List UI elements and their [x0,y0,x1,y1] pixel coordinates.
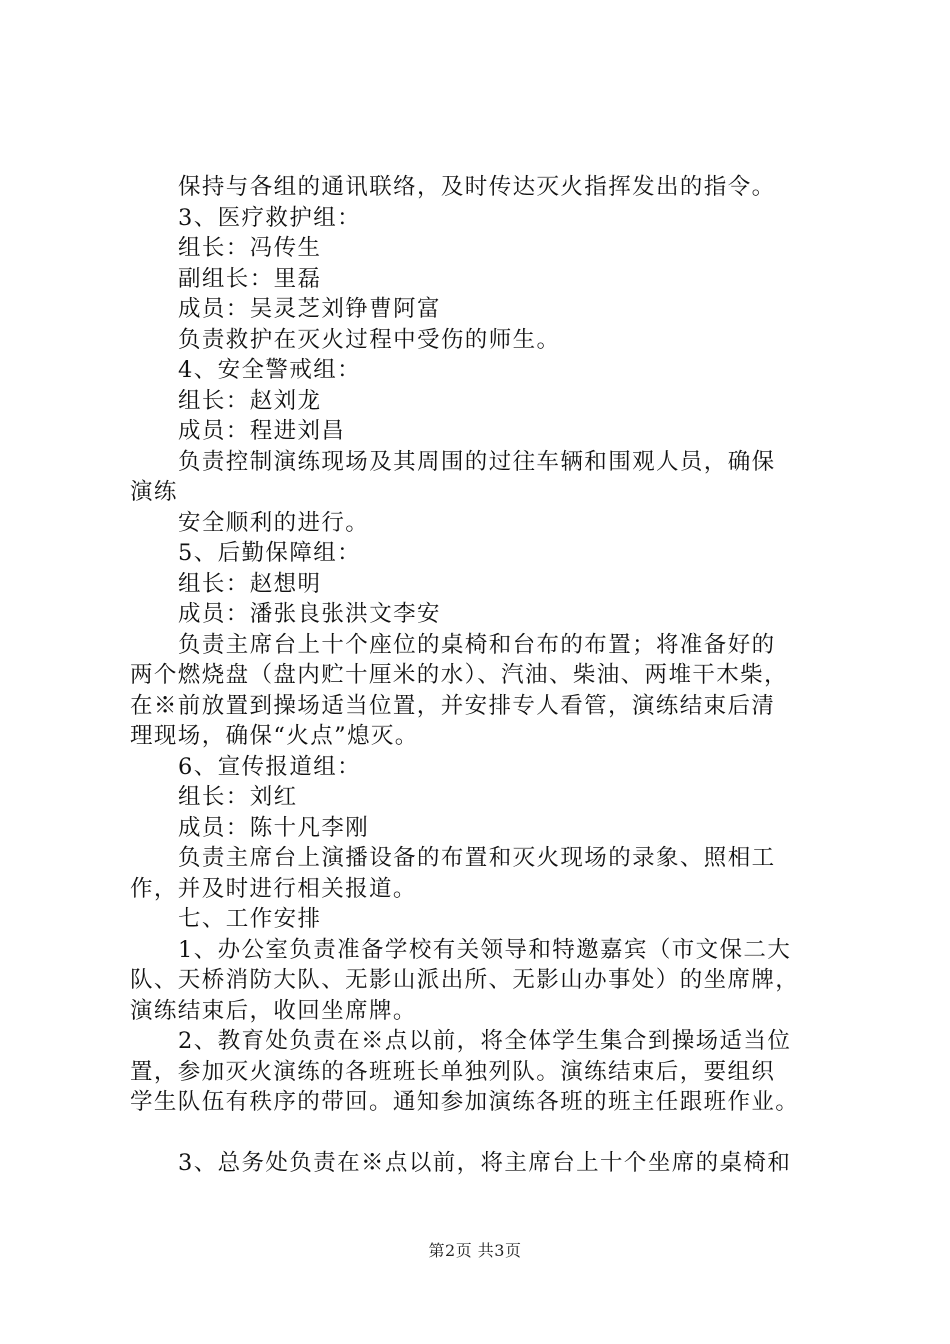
page-number-footer: 第2页 共3页 [428,1241,522,1260]
section-heading-publicity: 6、宣传报道组： [178,753,362,780]
section-heading-medical: 3、医疗救护组： [178,204,362,231]
duty-line-wrap: 演练 [130,479,178,505]
duty-line: 安全顺利的进行。 [178,509,370,536]
members-line: 成员：吴灵芝刘铮曹阿富 [178,296,441,322]
paragraph-line: 1、办公室负责准备学校有关领导和特邀嘉宾（市文保二大 [178,936,792,963]
group-leader-line: 组长：刘红 [178,784,298,810]
duty-line: 负责主席台上十个座位的桌椅和台布的布置；将准备好的 [178,631,776,658]
duty-line: 两个燃烧盘（盘内贮十厘米的水）、汽油、柴油、两堆干木柴， [130,662,788,688]
paragraph-line: 学生队伍有秩序的带回。通知参加演练各班的班主任跟班作业。 [130,1089,800,1115]
paragraph-line: 演练结束后，收回坐席牌。 [130,997,417,1024]
members-line: 成员：陈十凡李刚 [178,814,370,841]
members-line: 成员：程进刘昌 [178,418,346,444]
duty-line: 负责控制演练现场及其周围的过往车辆和围观人员，确保 [178,448,776,475]
group-leader-line: 组长：赵刘龙 [178,387,322,414]
duty-line: 负责救护在灭火过程中受伤的师生。 [178,326,561,353]
group-leader-line: 组长：冯传生 [178,235,322,261]
paragraph-line: 保持与各组的通讯联络，及时传达灭火指挥发出的指令。 [178,174,776,200]
paragraph-line: 置，参加灭火演练的各班班长单独列队。演练结束后，要组织 [130,1058,776,1085]
duty-line: 在※前放置到操场适当位置，并安排专人看管，演练结束后清 [130,692,776,719]
duty-line: 负责主席台上演播设备的布置和灭火现场的录象、照相工 [178,845,776,871]
paragraph-line: 2、教育处负责在※点以前，将全体学生集合到操场适当位 [178,1028,792,1054]
duty-line: 理现场，确保“火点”熄灭。 [130,723,419,749]
group-leader-line: 组长：赵想明 [178,570,322,597]
paragraph-gap [130,1118,830,1148]
section-heading-logistics: 5、后勤保障组： [178,540,362,566]
paragraph-line: 队、天桥消防大队、无影山派出所、无影山办事处）的坐席牌， [130,967,800,993]
section-heading-work-arrangement: 七、工作安排 [178,906,322,932]
document-body [130,172,830,1178]
paragraph-line: 3、总务处负责在※点以前，将主席台上十个坐席的桌椅和 [178,1149,792,1176]
section-heading-security: 4、安全警戒组： [178,357,362,383]
duty-line: 作，并及时进行相关报道。 [130,875,417,902]
members-line: 成员：潘张良张洪文李安 [178,601,441,627]
deputy-leader-line: 副组长：里磊 [178,265,322,292]
